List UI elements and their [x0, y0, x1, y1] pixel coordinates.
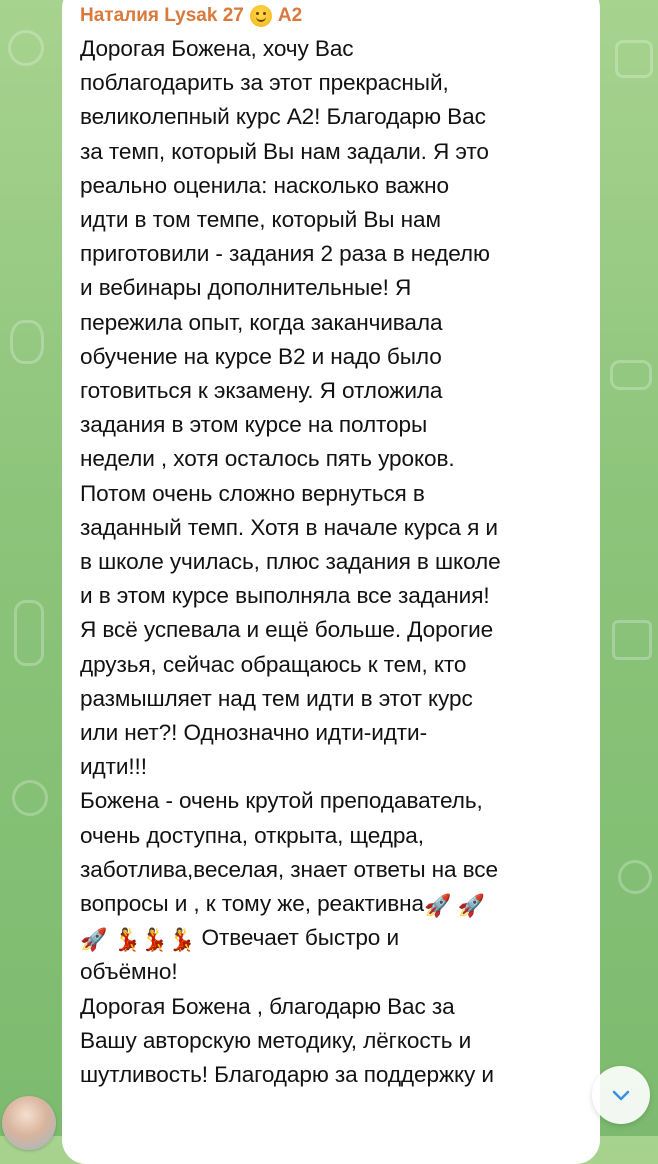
sender-name[interactable]: Наталия Lysak 27 [80, 5, 244, 26]
wallpaper-doodle [12, 780, 48, 816]
dancer-icon: 💃 [113, 927, 141, 953]
wallpaper-doodle [618, 860, 652, 894]
message-bubble[interactable] [62, 0, 600, 1164]
dancer-icon: 💃 [140, 927, 169, 953]
scroll-down-button[interactable] [592, 1066, 650, 1124]
sender-avatar[interactable] [2, 1096, 56, 1150]
wallpaper-doodle [14, 600, 44, 666]
chevron-down-icon [609, 1083, 633, 1107]
rocket-icon: 🚀 [80, 927, 108, 953]
wallpaper-doodle [615, 40, 653, 78]
wallpaper-doodle [610, 360, 652, 390]
dancer-icon: 💃 [168, 927, 196, 953]
message-paragraph-2: Дорогая Божена , благодарю Вас за Вашу авторскую методику, лёгкость и шутливость! Благодарю за поддержку и [80, 993, 494, 1088]
message-paragraph-1: Дорогая Божена, хочу Вас поблагодарить за этот прекрасный, великолепный курс А2! Благодарю Вас за темп, который Вы нам задали. Я это реально оценила: насколько важно идти в том темпе, который Вы нам приготовили - задания 2 раза в неделю и вебинары дополнительные! Я пережила опыт, когда заканчивала обучение на курсе В2 и надо было готовиться к экзамену. Я отложила задания в этом курсе на полторы недели , хотя осталось пять уроков. Потом очень сложно вернуться в заданный темп. Хотя в начале курса я и в школе училась, плюс задания в школе и в этом курсе выполняла все задания! Я всё успевала и ещё больше. Дорогие друзья, сейчас обращаюсь к тем, кто размышляет над тем идти в этот курс или нет?! Однозначно идти-идти- идти!!! Божена - очень крутой преподаватель, очень доступна, открыта, щедра, заботлива,веселая, знает ответы на все вопросы и , к тому же, реактивна [80, 36, 501, 917]
rocket-icon: 🚀 [457, 893, 485, 919]
wallpaper-doodle [10, 320, 44, 364]
wallpaper-doodle [612, 620, 652, 660]
smiling-face-icon [250, 5, 272, 27]
wallpaper-doodle [8, 30, 44, 66]
message-header [80, 4, 582, 28]
rocket-icon: 🚀 [424, 893, 452, 919]
message-fragment: Отвечает быстро и объёмно! [80, 925, 399, 985]
message-text [80, 32, 582, 1092]
sender-level: A2 [277, 5, 303, 26]
